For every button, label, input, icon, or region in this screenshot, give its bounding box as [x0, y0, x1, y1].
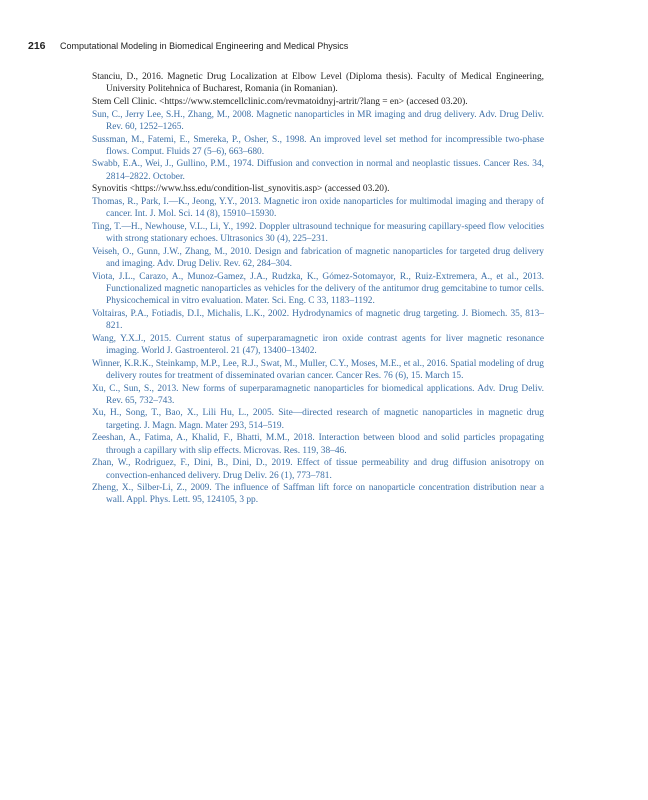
reference-entry[interactable]: Zeeshan, A., Fatima, A., Khalid, F., Bhatti, M.M., 2018. Interaction between blood and solid particles propagating through a capillary with slip effects. Microvas. Res. 119, 38–46.	[92, 433, 544, 456]
reference-entry[interactable]: Veiseh, O., Gunn, J.W., Zhang, M., 2010. Design and fabrication of magnetic nanoparticles for targeted drug delivery and imaging. Adv. Drug Deliv. Rev. 62, 284–304.	[92, 246, 544, 270]
reference-entry[interactable]: Sussman, M., Fatemi, E., Smereka, P., Osher, S., 1998. An improved level set method for incompressible two-phase flows. Comput. Fluids 27 (5–6), 663–680.	[92, 134, 544, 157]
reference-entry[interactable]: Sun, C., Jerry Lee, S.H., Zhang, M., 2008. Magnetic nanoparticles in MR imaging and drug delivery. Adv. Drug Deliv. Rev. 60, 1252–1265.	[92, 109, 544, 132]
reference-list	[92, 71, 544, 507]
reference-entry: Synovitis <https://www.hss.edu/condition-list_synovitis.asp> (accessed 03.20).	[92, 184, 390, 195]
reference-entry[interactable]: Swabb, E.A., Wei, J., Gullino, P.M., 1974. Diffusion and convection in normal and neoplastic tissues. Cancer Res. 34, 2814–2822. October.	[92, 159, 544, 182]
reference-entry[interactable]: Viota, J.L., Carazo, A., Munoz-Gamez, J.A., Rudzka, K., Gómez-Sotomayor, R., Ruiz-Extremera, A., et al., 2013. Functionalized magnetic nanoparticles as vehicles for the delivery of the antitumor drug gemcitabine to tumor cells. Physicochemical in vitro evaluation. Mater. Sci. Eng. C 33, 1183–1192.	[92, 271, 544, 307]
reference-entry[interactable]: Ting, T.—H., Newhouse, V.L., Li, Y., 1992. Doppler ultrasound technique for measuring capillary-speed flow velocities with strong stationary echoes. Ultrasonics 30 (4), 225–231.	[92, 221, 544, 245]
reference-entry[interactable]: Wang, Y.X.J., 2015. Current status of superparamagnetic iron oxide contrast agents for liver magnetic resonance imaging. World J. Gastroenterol. 21 (47), 13400–13402.	[92, 333, 544, 356]
running-title: Computational Modeling in Biomedical Engineering and Medical Physics	[60, 41, 349, 51]
reference-entry[interactable]: Zheng, X., Silber-Li, Z., 2009. The influence of Saffman lift force on nanoparticle concentration distribution near a wall. Appl. Phys. Lett. 95, 124105, 3 pp.	[92, 483, 544, 506]
reference-entry: Stanciu, D., 2016. Magnetic Drug Localization at Elbow Level (Diploma thesis). Faculty of Medical Engineering, University Politehnica of Bucharest, Romania (in Romanian).	[92, 72, 544, 95]
reference-entry[interactable]: Zhan, W., Rodriguez, F., Dini, B., Dini, D., 2019. Effect of tissue permeability and drug diffusion anisotropy on convection-enhanced delivery. Drug Deliv. 26 (1), 773–781.	[92, 458, 544, 481]
page-number: 216	[28, 40, 46, 52]
page-header	[28, 40, 608, 52]
reference-entry[interactable]: Thomas, R., Park, I.—K., Jeong, Y.Y., 2013. Magnetic iron oxide nanoparticles for multimodal imaging and therapy of cancer. Int. J. Mol. Sci. 14 (8), 15910–15930.	[92, 197, 544, 220]
reference-entry[interactable]: Xu, C., Sun, S., 2013. New forms of superparamagnetic nanoparticles for biomedical applications. Adv. Drug Deliv. Rev. 65, 732–743.	[92, 383, 544, 406]
reference-entry[interactable]: Xu, H., Song, T., Bao, X., Lili Hu, L., 2005. Site—directed research of magnetic nanoparticles in magnetic drug targeting. J. Magn. Magn. Mater 293, 514–519.	[92, 408, 544, 431]
reference-entry[interactable]: Winner, K.R.K., Steinkamp, M.P., Lee, R.J., Swat, M., Muller, C.Y., Moses, M.E., et al., 2016. Spatial modeling of drug delivery routes for treatment of disseminated ovarian cancer. Cancer Res. 76 (6), 15. March 15.	[92, 358, 544, 381]
reference-entry[interactable]: Voltairas, P.A., Fotiadis, D.I., Michalis, L.K., 2002. Hydrodynamics of magnetic drug targeting. J. Biomech. 35, 813–821.	[92, 308, 544, 332]
reference-entry: Stem Cell Clinic. <https://www.stemcellclinic.com/revmatoidnyj-artrit/?lang = en> (accesed 03.20).	[92, 96, 468, 107]
